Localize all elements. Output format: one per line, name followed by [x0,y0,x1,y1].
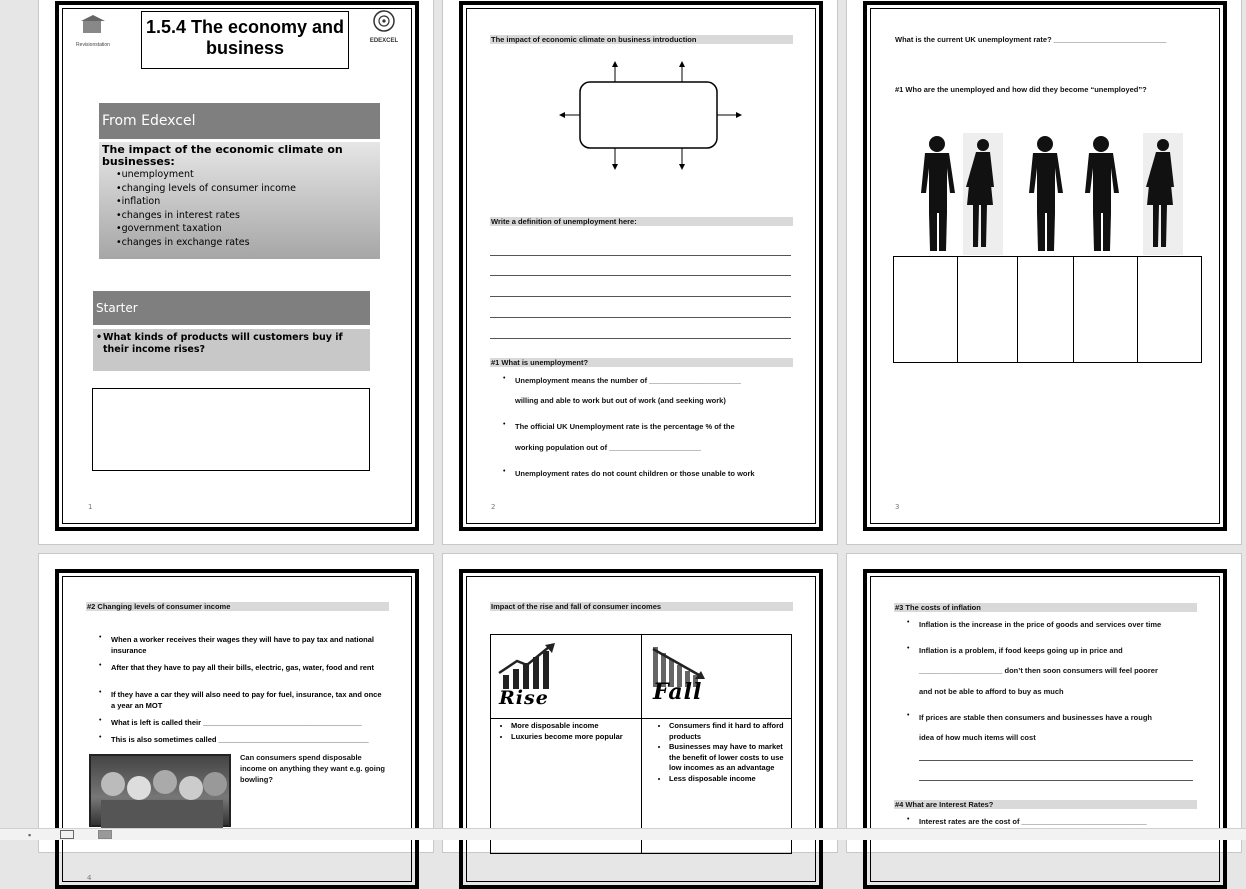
logo-right-text: EDEXCEL [369,38,399,44]
unemployment-rate-question: What is the current UK unemployment rate? ___________________________ [895,35,1167,44]
bullet-dot: • [99,634,102,641]
bullet-dot: • [99,662,102,669]
bullet-1: Unemployment means the number of ______________________ [515,376,741,385]
rise-list [511,721,631,742]
edexcel-logo [363,9,405,44]
grid-cell [894,257,958,362]
bullet-text: If they have a car they will also need to pay for fuel, insurance, tax and once a year an MOT [111,690,382,710]
answer-grid [893,256,1202,363]
slide-thumbnail-2[interactable] [442,0,838,545]
bowling-photo [89,754,231,827]
edexcel-emblem-icon [372,9,396,33]
slide-thumbnail-5[interactable] [442,553,838,853]
fall-item: • Consumers find it hard to afford products [669,721,789,742]
fall-item: • Businesses may have to market the benefit of lower costs to use low incomes as an advantage [669,742,789,774]
fall-list [669,721,789,784]
bullet-1: Inflation is the increase in the price of goods and services over time [919,620,1162,629]
starter-header: Starter [93,291,370,325]
fall-label: Fall [653,679,703,705]
slide-border [55,569,419,889]
man-silhouette-icon [921,136,955,251]
slide-thumbnail-1[interactable] [38,0,434,545]
rise-label: Rise [499,687,549,709]
writing-line [490,296,791,297]
who-unemployed-question: #1 Who are the unemployed and how did they become “unemployed”? [895,85,1147,94]
normal-view-icon[interactable]: ▪ [28,830,32,840]
bullet-4: Interest rates are the cost of ______________________________ [919,817,1147,826]
photo-question: Can consumers spend disposable income on anything they want e.g. going bowling? [240,753,386,784]
revisionstation-logo [73,15,113,47]
page-number: 3 [895,503,900,511]
question-heading: #1 What is unemployment? [490,358,793,367]
starter-question: What kinds of products will customers buy if their income rises? [103,332,343,355]
writing-line [919,780,1193,781]
rise-item: • More disposable income [511,721,631,732]
reading-view-icon[interactable] [98,830,112,839]
section-heading: #2 Changing levels of consumer income [86,602,389,611]
section-heading: Impact of the rise and fall of consumer incomes [490,602,793,611]
building-icon [73,15,113,37]
bullet-dot: • [503,375,506,382]
slide-border [863,569,1227,889]
bullet-dot: • [907,816,910,823]
people-silhouettes [907,133,1207,255]
spec-item: •changes in interest rates [116,209,240,221]
bullet-2-continued-2: and not be able to afford to buy as much [919,687,1064,696]
slide-thumbnail-3[interactable] [846,0,1242,545]
bullet-text: This is also sometimes called ____________________________________ [111,735,369,744]
writing-line [490,317,791,318]
bullet-2: The official UK Unemployment rate is the percentage % of the [515,422,735,431]
spec-box [99,103,380,259]
starter-body [93,329,370,371]
spec-list [102,168,377,249]
bullet-2: Inflation is a problem, if food keeps going up in price and [919,646,1123,655]
bullet-3: Unemployment rates do not count children or those unable to work [515,469,755,478]
bullet-dot: • [96,332,103,343]
page-number: 4 [87,874,92,882]
fall-item: • Less disposable income [669,774,789,785]
writing-line [490,275,791,276]
intro-heading: The impact of economic climate on business introduction [490,35,793,44]
bullet-text: After that they have to pay all their bills, electric, gas, water, food and rent [111,663,374,672]
starter-box [93,291,370,371]
bullet-text: When a worker receives their wages they will have to pay tax and national insurance [111,635,375,655]
bullet-dot: • [99,734,102,741]
mind-map-diagram [558,61,743,177]
bullet-dot: • [503,421,506,428]
people-bowling-balls-image [91,756,233,829]
grid-cell [1018,257,1074,362]
spec-item: •changing levels of consumer income [116,182,297,194]
man-silhouette-icon [1085,136,1119,251]
writing-line [490,338,791,339]
bullet-1-continued: willing and able to work but out of work (and seeking work) [515,396,726,405]
bullet-dot: • [907,645,910,652]
status-bar [0,828,1246,840]
bullet-text: What is left is called their ______________________________________ [111,718,362,727]
rise-chart-icon [497,643,557,691]
table-divider [641,635,642,853]
rise-item: • Luxuries become more popular [511,732,631,743]
grid-cell [958,257,1018,362]
bullet-dot: • [99,717,102,724]
definition-heading: Write a definition of unemployment here: [490,217,793,226]
spec-body [99,142,380,259]
bullet-dot: • [907,619,910,626]
logo-left-text: Revisionstation [76,42,110,48]
spec-header: From Edexcel [99,103,380,139]
grid-cell [1074,257,1138,362]
spec-item: •government taxation [116,223,222,234]
writing-line [490,255,791,256]
slide-title: 1.5.4 The economy and business [141,11,349,69]
bullet-dot: • [907,712,910,719]
page-number: 1 [88,503,93,511]
section-heading: #3 The costs of inflation [894,603,1197,612]
spec-item: •inflation [116,196,161,207]
page-number: 2 [491,503,496,511]
spec-heading: The impact of the economic climate on businesses: [102,143,343,168]
spec-item: •changes in exchange rates [116,236,250,248]
spec-item: •unemployment [116,169,194,180]
bullet-3: If prices are stable then consumers and businesses have a rough [919,713,1152,722]
man-silhouette-icon [1029,136,1063,251]
bullet-2-continued: working population out of ______________________ [515,443,701,452]
grid-cell [1138,257,1201,362]
slide-thumbnail-4[interactable] [38,553,434,882]
slide-thumbnail-6[interactable] [846,553,1242,853]
bullet-dot: • [99,689,102,696]
table-divider [491,718,791,719]
writing-line [919,760,1193,761]
slide-sorter-icon[interactable] [60,830,74,839]
bullet-2-continued: ____________________ don’t then soon consumers will feel poorer [919,666,1158,675]
answer-box [92,388,370,471]
bullet-3-continued: idea of how much items will cost [919,733,1036,742]
rise-fall-table [490,634,792,854]
bullet-dot: • [503,468,506,475]
section-heading-2: #4 What are Interest Rates? [894,800,1197,809]
